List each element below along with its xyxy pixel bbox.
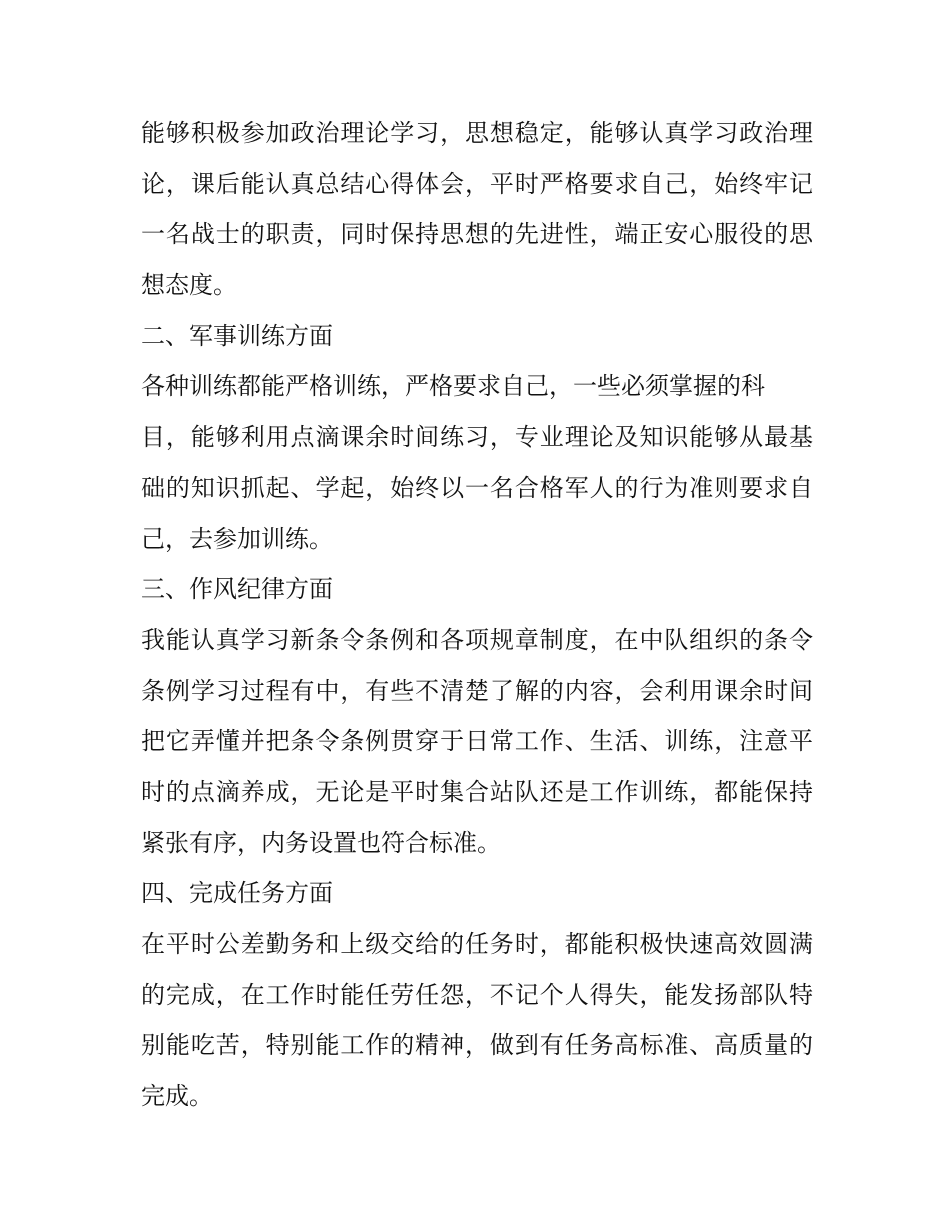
text-line: 我能认真学习新条令条例和各项规章制度，在中队组织的条令 [141,625,813,654]
text-line: 四、完成任务方面 [141,879,333,908]
text-line: 别能吃苦，特别能工作的精神，做到有任务高标准、高质量的 [141,1031,813,1060]
text-line: 完成。 [141,1082,213,1111]
text-line: 三、作风纪律方面 [141,575,333,604]
text-line: 一名战士的职责，同时保持思想的先进性，端正安心服役的思 [141,220,813,249]
text-line: 的完成，在工作时能任劳任怨，不记个人得失，能发扬部队特 [141,980,813,1009]
text-line: 能够积极参加政治理论学习，思想稳定，能够认真学习政治理 [141,119,813,147]
text-line: 想态度。 [141,271,237,300]
text-line: 己，去参加训练。 [141,524,333,553]
text-line: 目，能够利用点滴课余时间练习，专业理论及知识能够从最基 [141,423,813,452]
text-line: 把它弄懂并把条令条例贯穿于日常工作、生活、训练，注意平 [141,727,813,756]
text-line: 在平时公差勤务和上级交给的任务时，都能积极快速高效圆满 [141,930,813,958]
text-line: 论，课后能认真总结心得体会，平时严格要求自己，始终牢记 [141,169,813,198]
text-line: 条例学习过程有中，有些不清楚了解的内容，会利用课余时间 [141,676,813,705]
document-body [141,108,813,1122]
text-line: 紧张有序，内务设置也符合标准。 [141,828,501,857]
text-line: 各种训练都能严格训练，严格要求自己，一些必须掌握的科 [141,372,765,401]
text-line: 二、军事训练方面 [141,321,333,350]
text-line: 时的点滴养成，无论是平时集合站队还是工作训练，都能保持 [141,777,813,806]
text-line: 础的知识抓起、学起，始终以一名合格军人的行为准则要求自 [141,473,813,502]
